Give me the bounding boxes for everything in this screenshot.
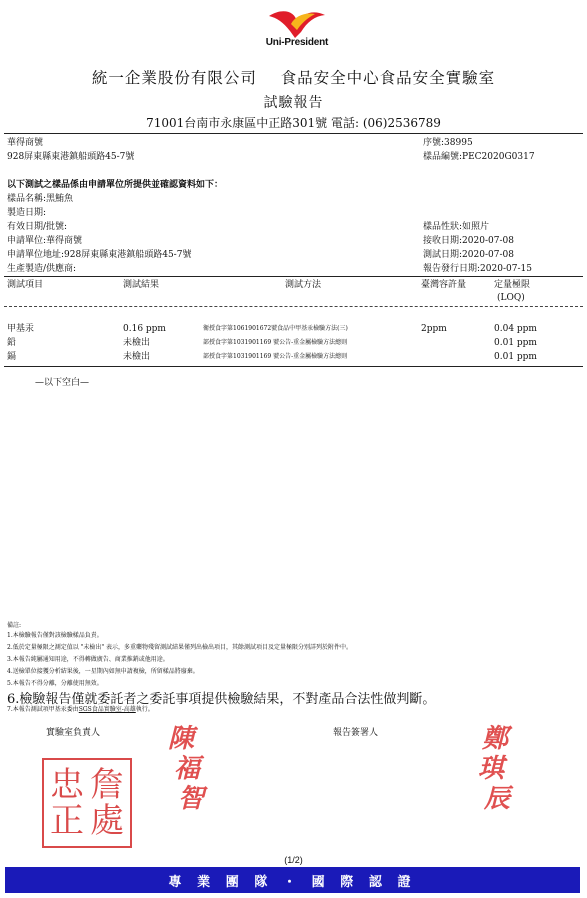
- issue-date-label: 報告發行日期:: [423, 264, 481, 274]
- row-item: 甲基汞: [7, 324, 35, 334]
- row-item: 鉛: [7, 338, 17, 348]
- page-number: (1/2): [284, 855, 303, 865]
- issue-date: [423, 264, 532, 275]
- col-header-item: 測試項目: [7, 280, 44, 290]
- note-item: 2.低於定量極限之測定值以 "未檢出" 表示，多重藥物殘留測試結果僅列出檢出項目，其餘測試項目及定量極限分別詳列於附件中。: [7, 644, 353, 651]
- applicant: [7, 236, 82, 247]
- sample-state-value: 如照片: [462, 222, 490, 232]
- signature-char: 鄭: [482, 724, 509, 754]
- signer-label: 報告簽署人: [333, 728, 379, 738]
- seal-char: 正: [50, 801, 84, 841]
- client-address: 928屏東縣東港鎮船頭路45-7號: [7, 152, 135, 162]
- client-name: 華得商號: [7, 138, 44, 148]
- note-item: 1.本檢驗報告僅對該檢驗樣品負責。: [7, 632, 103, 639]
- note-last-suffix: 執行。: [135, 706, 154, 713]
- applicant-address-label: 申請單位地址:: [7, 250, 65, 260]
- official-seal: [42, 758, 132, 848]
- note-item: 4.送檢單位接獲分析結果後，一星期內如無申請複檢，所留樣品將廢棄。: [7, 668, 199, 675]
- applicant-address: [7, 250, 191, 261]
- divider: [4, 366, 583, 367]
- divider: [4, 306, 583, 307]
- lab-name: 食品安全中心食品安全實驗室: [280, 69, 496, 87]
- note-last-prefix: 7.本報告測試項甲基汞委由: [7, 706, 79, 713]
- row-result: 0.16 ppm: [123, 324, 166, 334]
- note-last-link: SGS食品實驗室-高雄: [78, 706, 136, 713]
- row-loq: 0.01 ppm: [494, 352, 537, 362]
- col-header-method: 測試方法: [285, 280, 322, 290]
- sample-name-value: 黑鮪魚: [46, 194, 74, 204]
- sample-number: [423, 152, 535, 163]
- col-header-result: 測試結果: [123, 280, 160, 290]
- seal-char: 處: [90, 801, 124, 841]
- row-item: 鎘: [7, 352, 17, 362]
- blank-below-note: —以下空白—: [35, 378, 90, 388]
- note-item-last: [7, 706, 154, 714]
- test-date: [423, 250, 514, 261]
- signature-char: 智: [178, 784, 205, 814]
- row-result: 未檢出: [123, 352, 151, 362]
- note-emphasis: 6.檢驗報告僅就委託者之委託事項提供檢驗結果，不對產品合法性做判斷。: [7, 692, 436, 707]
- exp-date-label: 有效日期/批號:: [7, 222, 68, 232]
- row-method: 衛授食字第1061901672號食品中甲基汞檢驗方法(三): [203, 325, 348, 332]
- signature-char: 琪: [478, 754, 505, 784]
- sample-number-value: PEC2020G0317: [462, 152, 535, 162]
- received-date-label: 接收日期:: [423, 236, 463, 246]
- lab-title: [0, 66, 587, 88]
- logo-text: Uni-President: [265, 37, 329, 48]
- applicant-label: 申請單位:: [7, 236, 47, 246]
- report-title: 試驗報告: [263, 95, 324, 111]
- lab-head-label: 實驗室負責人: [46, 728, 101, 738]
- bird-logo-icon: [255, 6, 335, 40]
- sample-name: [7, 194, 73, 205]
- sample-intro: 以下測試之樣品係由申請單位所提供並確認資料如下：: [7, 180, 224, 190]
- address-phone: 71001台南市永康區中正路301號 電話: (06)2536789: [146, 116, 441, 130]
- notes-title: 備註:: [7, 622, 22, 629]
- row-loq: 0.04 ppm: [494, 324, 537, 334]
- applicant-address-value: 928屏東縣東港鎮船頭路45-7號: [64, 250, 192, 260]
- mfg-date-label: 製造日期:: [7, 208, 47, 218]
- seal-char: 詹: [90, 765, 124, 805]
- test-date-label: 測試日期:: [423, 250, 463, 260]
- row-method: 部授食字第1031901169 號公告-重金屬檢驗方法總則: [203, 353, 348, 360]
- company-name: 統一企業股份有限公司: [91, 69, 257, 87]
- producer-label: 生產製造/供應商:: [7, 264, 77, 274]
- footer-banner: 專 業 團 隊 ・ 國 際 認 證: [5, 867, 580, 893]
- sample-number-label: 樣品編號:: [423, 152, 463, 162]
- serial-label: 序號:: [423, 138, 445, 148]
- col-header-limit: 臺灣容許量: [421, 280, 467, 290]
- divider: [4, 133, 583, 134]
- col-header-loq: 定量極限: [494, 280, 531, 290]
- col-header-loq-sub: (LOQ): [497, 293, 525, 303]
- note-item: 3.本報告純屬通知用途，不得轉做廣告、商業推銷或他用途。: [7, 656, 169, 663]
- row-loq: 0.01 ppm: [494, 338, 537, 348]
- lab-head-signature: [168, 724, 204, 814]
- sample-state-label: 樣品性狀:: [423, 222, 463, 232]
- row-method: 部授食字第1031901169 號公告-重金屬檢驗方法總則: [203, 339, 348, 346]
- note-item: 5.本報告不得分離，分離使用無效。: [7, 680, 103, 687]
- signature-char: 辰: [484, 784, 511, 814]
- sample-state: [423, 222, 489, 233]
- received-date-value: 2020-07-08: [462, 236, 514, 246]
- sample-name-label: 樣品名稱:: [7, 194, 47, 204]
- received-date: [423, 236, 514, 247]
- test-date-value: 2020-07-08: [462, 250, 514, 260]
- row-result: 未檢出: [123, 338, 151, 348]
- serial-number: [423, 138, 473, 149]
- signer-signature: [478, 724, 511, 814]
- seal-char: 忠: [50, 765, 84, 805]
- signature-char: 福: [174, 754, 201, 784]
- signature-char: 陳: [168, 724, 195, 754]
- divider: [4, 276, 583, 277]
- applicant-value: 華得商號: [46, 236, 83, 246]
- row-limit: 2ppm: [421, 324, 447, 334]
- issue-date-value: 2020-07-15: [480, 264, 532, 274]
- serial-value: 38995: [444, 138, 473, 148]
